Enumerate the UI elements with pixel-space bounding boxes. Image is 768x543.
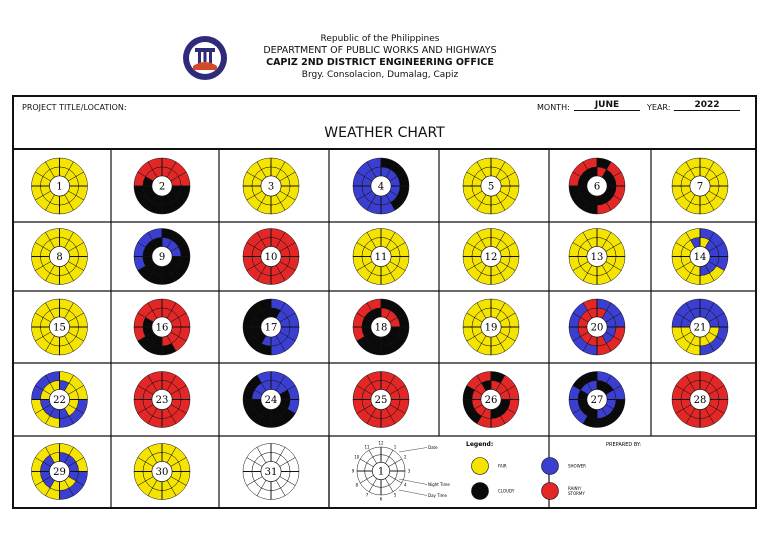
day-wheel-9[interactable]	[134, 229, 190, 285]
day-number: 7	[696, 181, 704, 193]
prepared-by-label: PREPARED BY:	[606, 442, 642, 448]
day-number: 29	[53, 467, 66, 478]
day-wheel-13[interactable]	[569, 229, 625, 285]
day-number: 3	[267, 181, 275, 193]
day-number: 1	[377, 466, 385, 478]
day-number: 18	[374, 322, 388, 334]
day-number: 25	[374, 395, 388, 406]
day-number: 22	[53, 395, 66, 406]
day-wheel-8[interactable]	[32, 229, 88, 285]
year-label: YEAR:	[647, 103, 671, 112]
key-hour-label: 6	[379, 496, 383, 502]
day-wheel-7[interactable]	[672, 158, 728, 214]
key-hour-label: 9	[351, 468, 355, 474]
day-number: 27	[590, 395, 604, 406]
day-wheel-10[interactable]	[243, 229, 299, 285]
day-wheel-24[interactable]	[243, 372, 299, 428]
key-hour-label: 7	[365, 492, 369, 498]
day-number: 23	[155, 395, 169, 406]
day-number: 31	[264, 467, 278, 478]
day-number: 9	[158, 252, 166, 263]
legend-swatch-shower	[542, 458, 559, 475]
key-hour-label: 12	[378, 440, 384, 446]
calendar-grid	[14, 97, 755, 507]
day-number: 26	[484, 395, 498, 406]
key-hour-label: 11	[364, 444, 370, 450]
day-wheel-30[interactable]	[134, 444, 190, 500]
key-leader-line	[399, 490, 427, 496]
key-hour-label: 1	[393, 444, 397, 450]
header-office: CAPIZ 2ND DISTRICT ENGINEERING OFFICE	[266, 57, 494, 68]
day-wheel-27[interactable]	[569, 372, 625, 428]
key-date-label: Date	[428, 445, 438, 450]
day-number: 21	[693, 322, 707, 334]
day-number: 17	[264, 322, 278, 334]
day-number: 8	[56, 252, 63, 263]
legend-swatch-rainy	[542, 483, 559, 500]
legend-swatch-fair	[472, 458, 489, 475]
day-wheel-20[interactable]	[569, 299, 625, 355]
key-daytime-label: Day Time	[428, 493, 447, 498]
header-text	[240, 33, 520, 81]
day-wheel-28[interactable]	[672, 372, 728, 428]
day-wheel-17[interactable]	[243, 299, 299, 355]
day-number: 28	[693, 395, 707, 406]
day-number: 30	[155, 467, 169, 478]
day-number: 13	[590, 252, 604, 263]
legend-label: SHOWER	[568, 463, 586, 469]
key-hour-label: 8	[355, 482, 359, 488]
day-number: 14	[693, 252, 707, 263]
weather-sheet	[12, 95, 757, 509]
day-number: 20	[590, 322, 604, 334]
day-number: 5	[487, 181, 495, 193]
legend-label: CLOUDY	[498, 488, 515, 494]
year-value[interactable]: 2022	[674, 100, 740, 111]
day-number: 6	[593, 181, 601, 193]
day-wheel-31[interactable]	[243, 444, 299, 500]
day-wheel-16[interactable]	[134, 299, 190, 355]
header-address: Brgy. Consolacion, Dumalag, Capiz	[301, 70, 459, 80]
day-number: 15	[53, 322, 66, 334]
day-wheel-1[interactable]	[32, 158, 88, 214]
day-wheel-5[interactable]	[463, 158, 519, 214]
key-hour-label: 3	[407, 468, 411, 474]
day-wheel-25[interactable]	[353, 372, 409, 428]
header-department: DEPARTMENT OF PUBLIC WORKS AND HIGHWAYS	[263, 45, 497, 56]
day-wheel-22[interactable]	[32, 372, 88, 428]
key-hour-label: 2	[403, 454, 407, 460]
day-wheel-11[interactable]	[353, 229, 409, 285]
day-wheel-3[interactable]	[243, 158, 299, 214]
day-number: 16	[155, 322, 169, 334]
legend-label: RAINY/	[568, 486, 582, 491]
header-republic: Republic of the Philippines	[320, 34, 440, 44]
day-wheel-29[interactable]	[32, 444, 88, 500]
day-number: 1	[56, 181, 63, 193]
day-number: 2	[158, 181, 166, 193]
day-wheel-4[interactable]	[353, 158, 409, 214]
key-leader-line	[399, 448, 427, 453]
day-wheel-15[interactable]	[32, 299, 88, 355]
key-hour-label: 10	[354, 454, 360, 460]
key-wheel[interactable]	[352, 441, 411, 502]
month-label: MONTH:	[537, 103, 570, 112]
day-wheel-12[interactable]	[463, 229, 519, 285]
day-number: 24	[264, 395, 278, 406]
day-number: 10	[264, 252, 278, 263]
day-wheel-18[interactable]	[353, 299, 409, 355]
day-wheel-19[interactable]	[463, 299, 519, 355]
key-night-label: Night Time	[428, 482, 450, 487]
legend-title: Legend:	[466, 441, 494, 448]
day-number: 11	[374, 252, 388, 263]
day-wheel-2[interactable]	[134, 158, 190, 214]
dpwh-logo	[181, 34, 229, 82]
key-hour-label: 5	[393, 492, 397, 498]
day-number: 4	[377, 181, 385, 193]
legend-label: STORMY	[568, 491, 585, 496]
day-number: 19	[484, 322, 498, 334]
key-hour-label: 4	[403, 482, 407, 488]
chart-title: WEATHER CHART	[324, 125, 445, 141]
project-label: PROJECT TITLE/LOCATION:	[22, 103, 127, 112]
day-wheel-21[interactable]	[672, 299, 728, 355]
day-wheel-26[interactable]	[463, 372, 519, 428]
day-wheel-6[interactable]	[569, 158, 625, 214]
legend-swatch-cloudy	[472, 483, 489, 500]
legend-label: FAIR	[498, 463, 507, 469]
month-value[interactable]: JUNE	[574, 100, 640, 111]
document-header	[0, 0, 768, 90]
day-number: 12	[484, 252, 498, 263]
day-wheel-14[interactable]	[672, 229, 728, 285]
day-wheel-23[interactable]	[134, 372, 190, 428]
